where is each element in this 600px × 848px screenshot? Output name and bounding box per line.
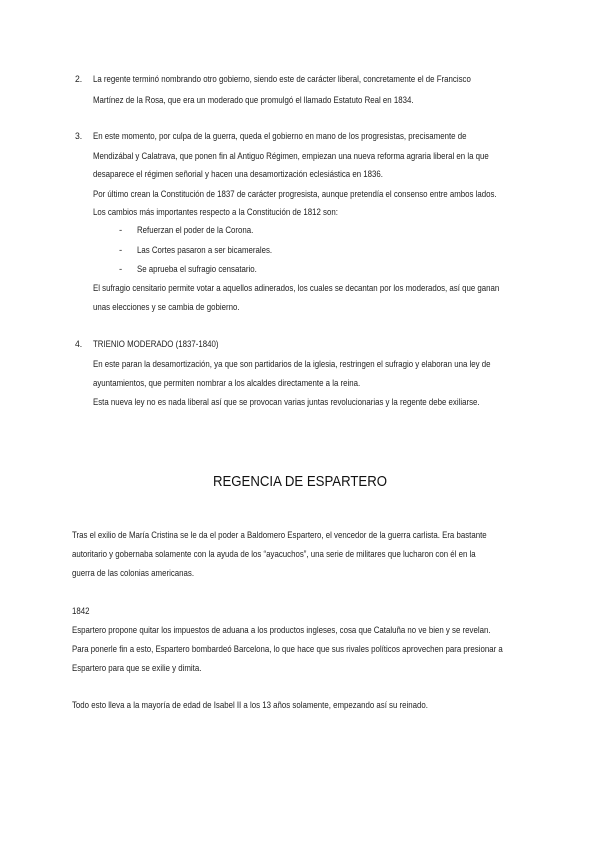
item3-line-2: Mendizábal y Calatrava, que ponen fin al Antiguo Régimen, empiezan una nueva reforma agraria liberal en la que — [93, 151, 489, 162]
item2-line-2: Martínez de la Rosa, que era un moderado que promulgó el llamado Estatuto Real en 1834. — [93, 95, 414, 106]
item3-line-3: desaparece el régimen señorial y hacen una desamortización eclesiástica en 1836. — [93, 169, 383, 180]
item2-line-1: La regente terminó nombrando otro gobierno, siendo este de carácter liberal, concretamente el de Francisco — [93, 74, 471, 85]
para1-line-3: guerra de las colonias americanas. — [72, 568, 195, 579]
section-heading: REGENCIA DE ESPARTERO — [212, 473, 388, 490]
item3-after-line-2: unas elecciones y se cambia de gobierno. — [93, 302, 240, 313]
para3-line-1: Todo esto lleva a la mayoría de edad de Isabel II a los 13 años solamente, empezando así su reinado. — [72, 700, 428, 711]
bullet-dash: - — [119, 245, 123, 256]
item4-line-2: En este paran la desamortización, ya que son partidarios de la iglesia, restringen el sufragio y elaboran una ley de — [93, 359, 491, 370]
list-number-4: 4. — [75, 339, 83, 350]
item4-line-4: Esta nueva ley no es nada liberal así que se provocan varias juntas revolucionarias y la regente debe exiliarse. — [93, 397, 480, 408]
item4-line-1: TRIENIO MODERADO (1837-1840) — [93, 339, 219, 350]
para1-line-1: Tras el exilio de María Cristina se le da el poder a Baldomero Espartero, el vencedor de la guerra carlista. Era bastante — [72, 530, 487, 541]
para2-line-1: Espartero propone quitar los impuestos de aduana a los productos ingleses, cosa que Cataluña no ve bien y se revelan. — [72, 625, 491, 636]
item3-line-5: Los cambios más importantes respecto a la Constitución de 1812 son: — [93, 207, 338, 218]
para2-line-3: Espartero para que se exilie y dimita. — [72, 663, 202, 674]
para1-line-2: autoritario y gobernaba solamente con la ayuda de los “ayacuchos”, una serie de militares que lucharon con él en la — [72, 549, 476, 560]
bullet-item: Refuerzan el poder de la Corona. — [137, 225, 254, 236]
year-label: 1842 — [72, 606, 90, 617]
bullet-dash: - — [119, 264, 123, 275]
bullet-item: Se aprueba el sufragio censatario. — [137, 264, 257, 275]
bullet-dash: - — [119, 225, 123, 236]
item3-line-4: Por último crean la Constitución de 1837 de carácter progresista, aunque pretendía el consenso entre ambos lados. — [93, 189, 497, 200]
list-number-2: 2. — [75, 74, 83, 85]
item3-after-line-1: El sufragio censitario permite votar a aquellos adinerados, los cuales se decantan por los moderados, así que ganan — [93, 283, 500, 294]
para2-line-2: Para ponerle fin a esto, Espartero bombardeó Barcelona, lo que hace que sus rivales políticos aprovechen para presionar a — [72, 644, 503, 655]
item4-line-3: ayuntamientos, que permiten nombrar a los alcaldes directamente a la reina. — [93, 378, 361, 389]
bullet-item: Las Cortes pasaron a ser bicamerales. — [137, 245, 273, 256]
item3-line-1: En este momento, por culpa de la guerra, queda el gobierno en mano de los progresistas, precisamente de — [93, 131, 467, 142]
list-number-3: 3. — [75, 131, 83, 142]
